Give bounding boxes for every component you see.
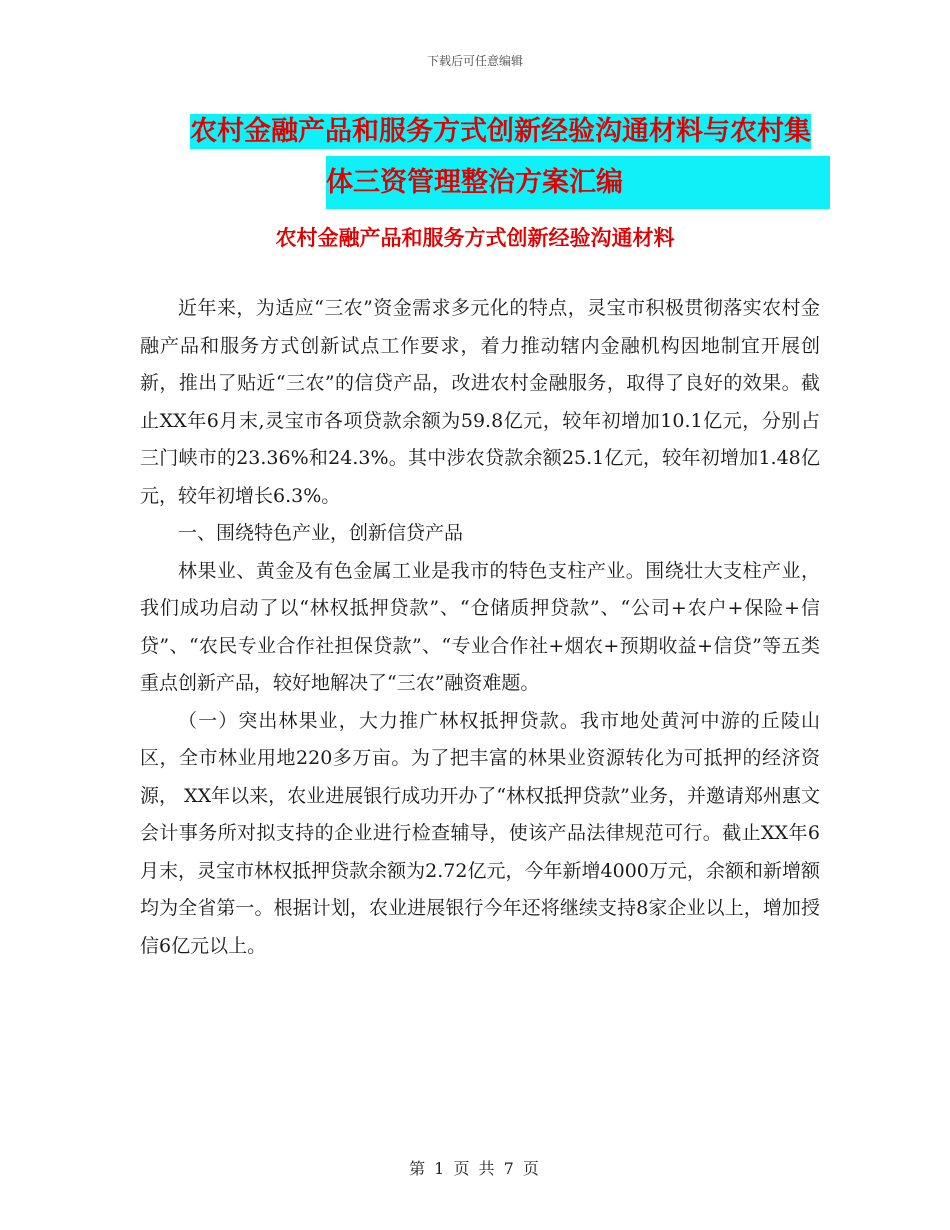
paragraph-industries: 林果业、黄金及有色金属工业是我市的特色支柱产业。围绕壮大支柱产业，我们成功启动了以“林权抵押贷款”、“仓储质押贷款”、“公司+农户+保险+信贷”、“农民专业合作社担保贷款”、“专业合作社+烟农+预期收益+信贷”等五类重点创新产品，较好地解决了“三农”融资难题。 xyxy=(140,559,820,694)
body-text xyxy=(140,290,820,965)
title-line-2 xyxy=(326,156,830,209)
section-title: 农村金融产品和服务方式创新经验沟通材料 xyxy=(275,226,675,250)
title-line-2-text: 体三资管理整治方案汇编 xyxy=(326,167,623,198)
document-title xyxy=(190,107,830,209)
header-note: 下载后可任意编辑 xyxy=(426,54,523,68)
paragraph-intro: 近年来，为适应“三农”资金需求多元化的特点，灵宝市积极贯彻落实农村金融产品和服务方式创新试点工作要求，着力推动辖内金融机构因地制宜开展创新，推出了贴近“三农”的信贷产品，改进农村金融服务，取得了良好的效果。截止XX年6月末,灵宝市各项贷款余额为59.8亿元，较年初增加10.1亿元，分别占三门峡市的23.36%和24.3%。其中涉农贷款余额25.1亿元，较年初增加1.48亿元，较年初增长6.3%。 xyxy=(140,297,820,507)
heading-section-1: 一、围绕特色产业，创新信贷产品 xyxy=(178,522,464,544)
paragraph-forest-loans: （一）突出林果业，大力推广林权抵押贷款。我市地处黄河中游的丘陵山区，全市林业用地220多万亩。为了把丰富的林果业资源转化为可抵押的经济资源， XX年以来，农业进展银行成功开办了“林权抵押贷款”业务，并邀请郑州惠文会计事务所对拟支持的企业进行检查辅导，使该产品法律规范可行。截止XX年6月末，灵宝市林权抵押贷款余额为2.72亿元，今年新增4000万元，余额和新增额均为全省第一。根据计划，农业进展银行今年还将继续支持8家企业以上，增加授信6亿元以上。 xyxy=(140,709,820,957)
page-footer: 第 1 页 共 7 页 xyxy=(409,1159,541,1178)
title-line-1: 农村金融产品和服务方式创新经验沟通材料与农村集 xyxy=(190,116,811,147)
